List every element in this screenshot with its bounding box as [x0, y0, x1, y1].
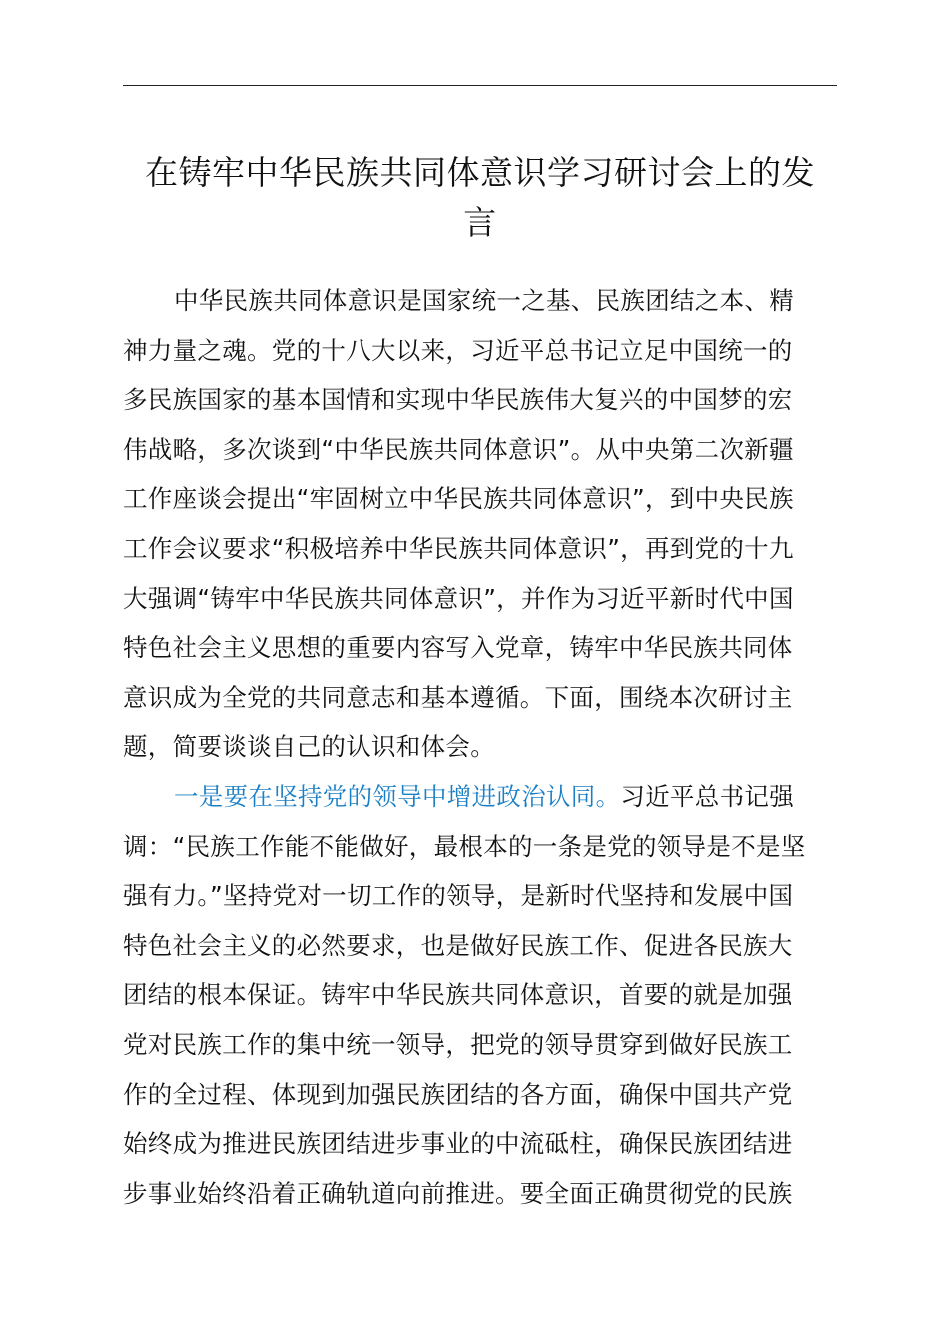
- paragraph-line: 团结的根本保证。铸牢中华民族共同体意识，首要的就是加强: [123, 980, 793, 1010]
- header-divider: [123, 85, 837, 86]
- section-heading: 一是要在坚持党的领导中增进政治认同。: [174, 781, 621, 811]
- paragraph-line: 党对民族工作的集中统一领导，把党的领导贯穿到做好民族工: [123, 1029, 793, 1059]
- paragraph-line: [123, 772, 839, 822]
- paragraph-line: 步事业始终沿着正确轨道向前推进。要全面正确贯彻党的民族: [123, 1178, 793, 1208]
- paragraph-line: 调：“民族工作能不能做好，最根本的一条是党的领导是不是坚: [123, 831, 806, 861]
- paragraph-line: 大强调“铸牢中华民族共同体意识”，并作为习近平新时代中国: [123, 583, 794, 613]
- paragraph-line: 多民族国家的基本国情和实现中华民族伟大复兴的中国梦的宏: [123, 385, 793, 415]
- paragraph-line: 工作座谈会提出“牢固树立中华民族共同体意识”，到中央民族: [123, 484, 794, 514]
- paragraph-intro: [123, 276, 839, 772]
- paragraph-line: 题，简要谈谈自己的认识和体会。: [123, 732, 495, 762]
- paragraph-line: 意识成为全党的共同意志和基本遵循。下面，围绕本次研讨主: [123, 682, 793, 712]
- paragraph-line: 始终成为推进民族团结进步事业的中流砥柱，确保民族团结进: [123, 1129, 793, 1159]
- paragraph-line: 神力量之魂。党的十八大以来，习近平总书记立足中国统一的: [123, 335, 793, 365]
- paragraph-line: 伟战略，多次谈到“中华民族共同体意识”。从中央第二次新疆: [123, 434, 794, 464]
- paragraph-line: 特色社会主义思想的重要内容写入党章，铸牢中华民族共同体: [123, 633, 793, 663]
- title-line-2: 言: [463, 203, 497, 242]
- document-title: [123, 148, 837, 248]
- heading-line-rest: 习近平总书记强: [620, 781, 795, 811]
- paragraph-line: 工作会议要求“积极培养中华民族共同体意识”，再到党的十九: [123, 533, 794, 563]
- paragraph-line: 强有力。”坚持党对一切工作的领导，是新时代坚持和发展中国: [123, 881, 794, 911]
- title-line-1: 在铸牢中华民族共同体意识学习研讨会上的发: [145, 153, 815, 192]
- document-body: [123, 276, 839, 1218]
- paragraph-line: 作的全过程、体现到加强民族团结的各方面，确保中国共产党: [123, 1079, 793, 1109]
- paragraph-line: 中华民族共同体意识是国家统一之基、民族团结之本、精: [174, 286, 794, 315]
- paragraph-point-one: [123, 772, 839, 1218]
- paragraph-line: 特色社会主义的必然要求，也是做好民族工作、促进各民族大: [123, 930, 793, 960]
